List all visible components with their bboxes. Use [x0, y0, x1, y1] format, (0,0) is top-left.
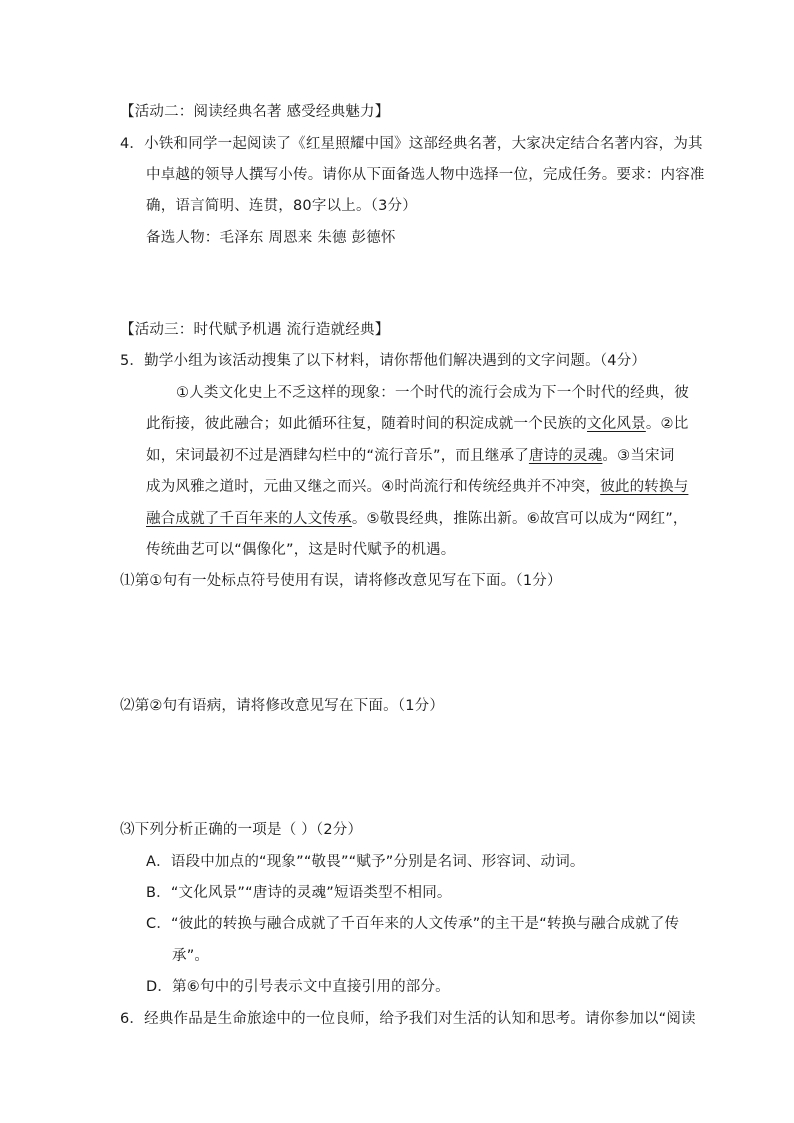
- q5-passage-line4: [146, 477, 688, 497]
- underlined-phrase: 融合成就了千百年来的人文传承: [146, 511, 352, 527]
- passage-text: 。③当宋词: [602, 448, 675, 464]
- q5-passage-line1: ①人类文化史上不乏这样的现象：一个时代的流行会成为下一个时代的经典，彼: [176, 385, 689, 401]
- q5-intro: 5．勤学小组为该活动搜集了以下材料，请你帮他们解决遇到的文字问题。（4分）: [120, 353, 647, 369]
- passage-text: 。⑤敬畏经典，推陈出新。⑥故宫可以成为“网红”，: [351, 511, 688, 527]
- activity3-heading: 【活动三：时代赋予机遇 流行造就经典】: [120, 322, 390, 338]
- q5-sub3: ⑶下列分析正确的一项是（ ）（2分）: [120, 822, 363, 838]
- q4-candidates: 备选人物：毛泽东 周恩来 朱德 彭德怀: [146, 230, 396, 246]
- option-c-line2: 承”。: [172, 948, 210, 964]
- passage-text: 成为风雅之道时，元曲又继之而兴。④时尚流行和传统经典并不冲突，: [146, 479, 601, 495]
- q5-sub2: ⑵第②句有语病，请将修改意见写在下面。（1分）: [120, 698, 445, 714]
- underlined-phrase: 唐诗的灵魂: [528, 448, 603, 464]
- underlined-phrase: 文化风景: [587, 416, 646, 432]
- q4-line2: 中卓越的领导人撰写小传。请你从下面备选人物中选择一位，完成任务。要求：内容准: [146, 167, 705, 183]
- q5-passage-line6: 传统曲艺可以“偶像化”，这是时代赋予的机遇。: [146, 542, 456, 558]
- q5-passage-line5: [146, 509, 688, 529]
- passage-text: 。②比: [645, 416, 689, 432]
- underlined-phrase: 彼此的转换与: [600, 479, 689, 495]
- option-d: D．第⑥句中的引号表示文中直接引用的部分。: [146, 979, 450, 995]
- q4-line1: 4．小铁和同学一起阅读了《红星照耀中国》这部经典名著，大家决定结合名著内容，为其: [120, 136, 703, 152]
- option-b: B．“文化风景”“唐诗的灵魂”短语类型不相同。: [146, 885, 452, 901]
- q5-passage-line3: [146, 446, 674, 466]
- option-a: A．语段中加点的“现象”“敬畏”“赋予”分别是名词、形容词、动词。: [146, 854, 585, 870]
- option-c-line1: C．“彼此的转换与融合成就了千百年来的人文传承”的主干是“转换与融合成就了传: [146, 916, 680, 932]
- activity2-heading: 【活动二：阅读经典名著 感受经典魅力】: [120, 104, 390, 120]
- q5-passage-line2: [146, 414, 688, 434]
- passage-text: 如，宋词最初不过是酒肆勾栏中的“流行音乐”，而且继承了: [146, 448, 529, 464]
- q6-line1: 6．经典作品是生命旅途中的一位良师，给予我们对生活的认知和思考。请你参加以“阅读: [120, 1011, 696, 1027]
- q4-line3: 确，语言简明、连贯，80字以上。（3分）: [146, 198, 417, 214]
- passage-text: 此衔接，彼此融合；如此循环往复，随着时间的积淀成就一个民族的: [146, 416, 587, 432]
- q5-sub1: ⑴第①句有一处标点符号使用有误，请将修改意见写在下面。（1分）: [120, 573, 562, 589]
